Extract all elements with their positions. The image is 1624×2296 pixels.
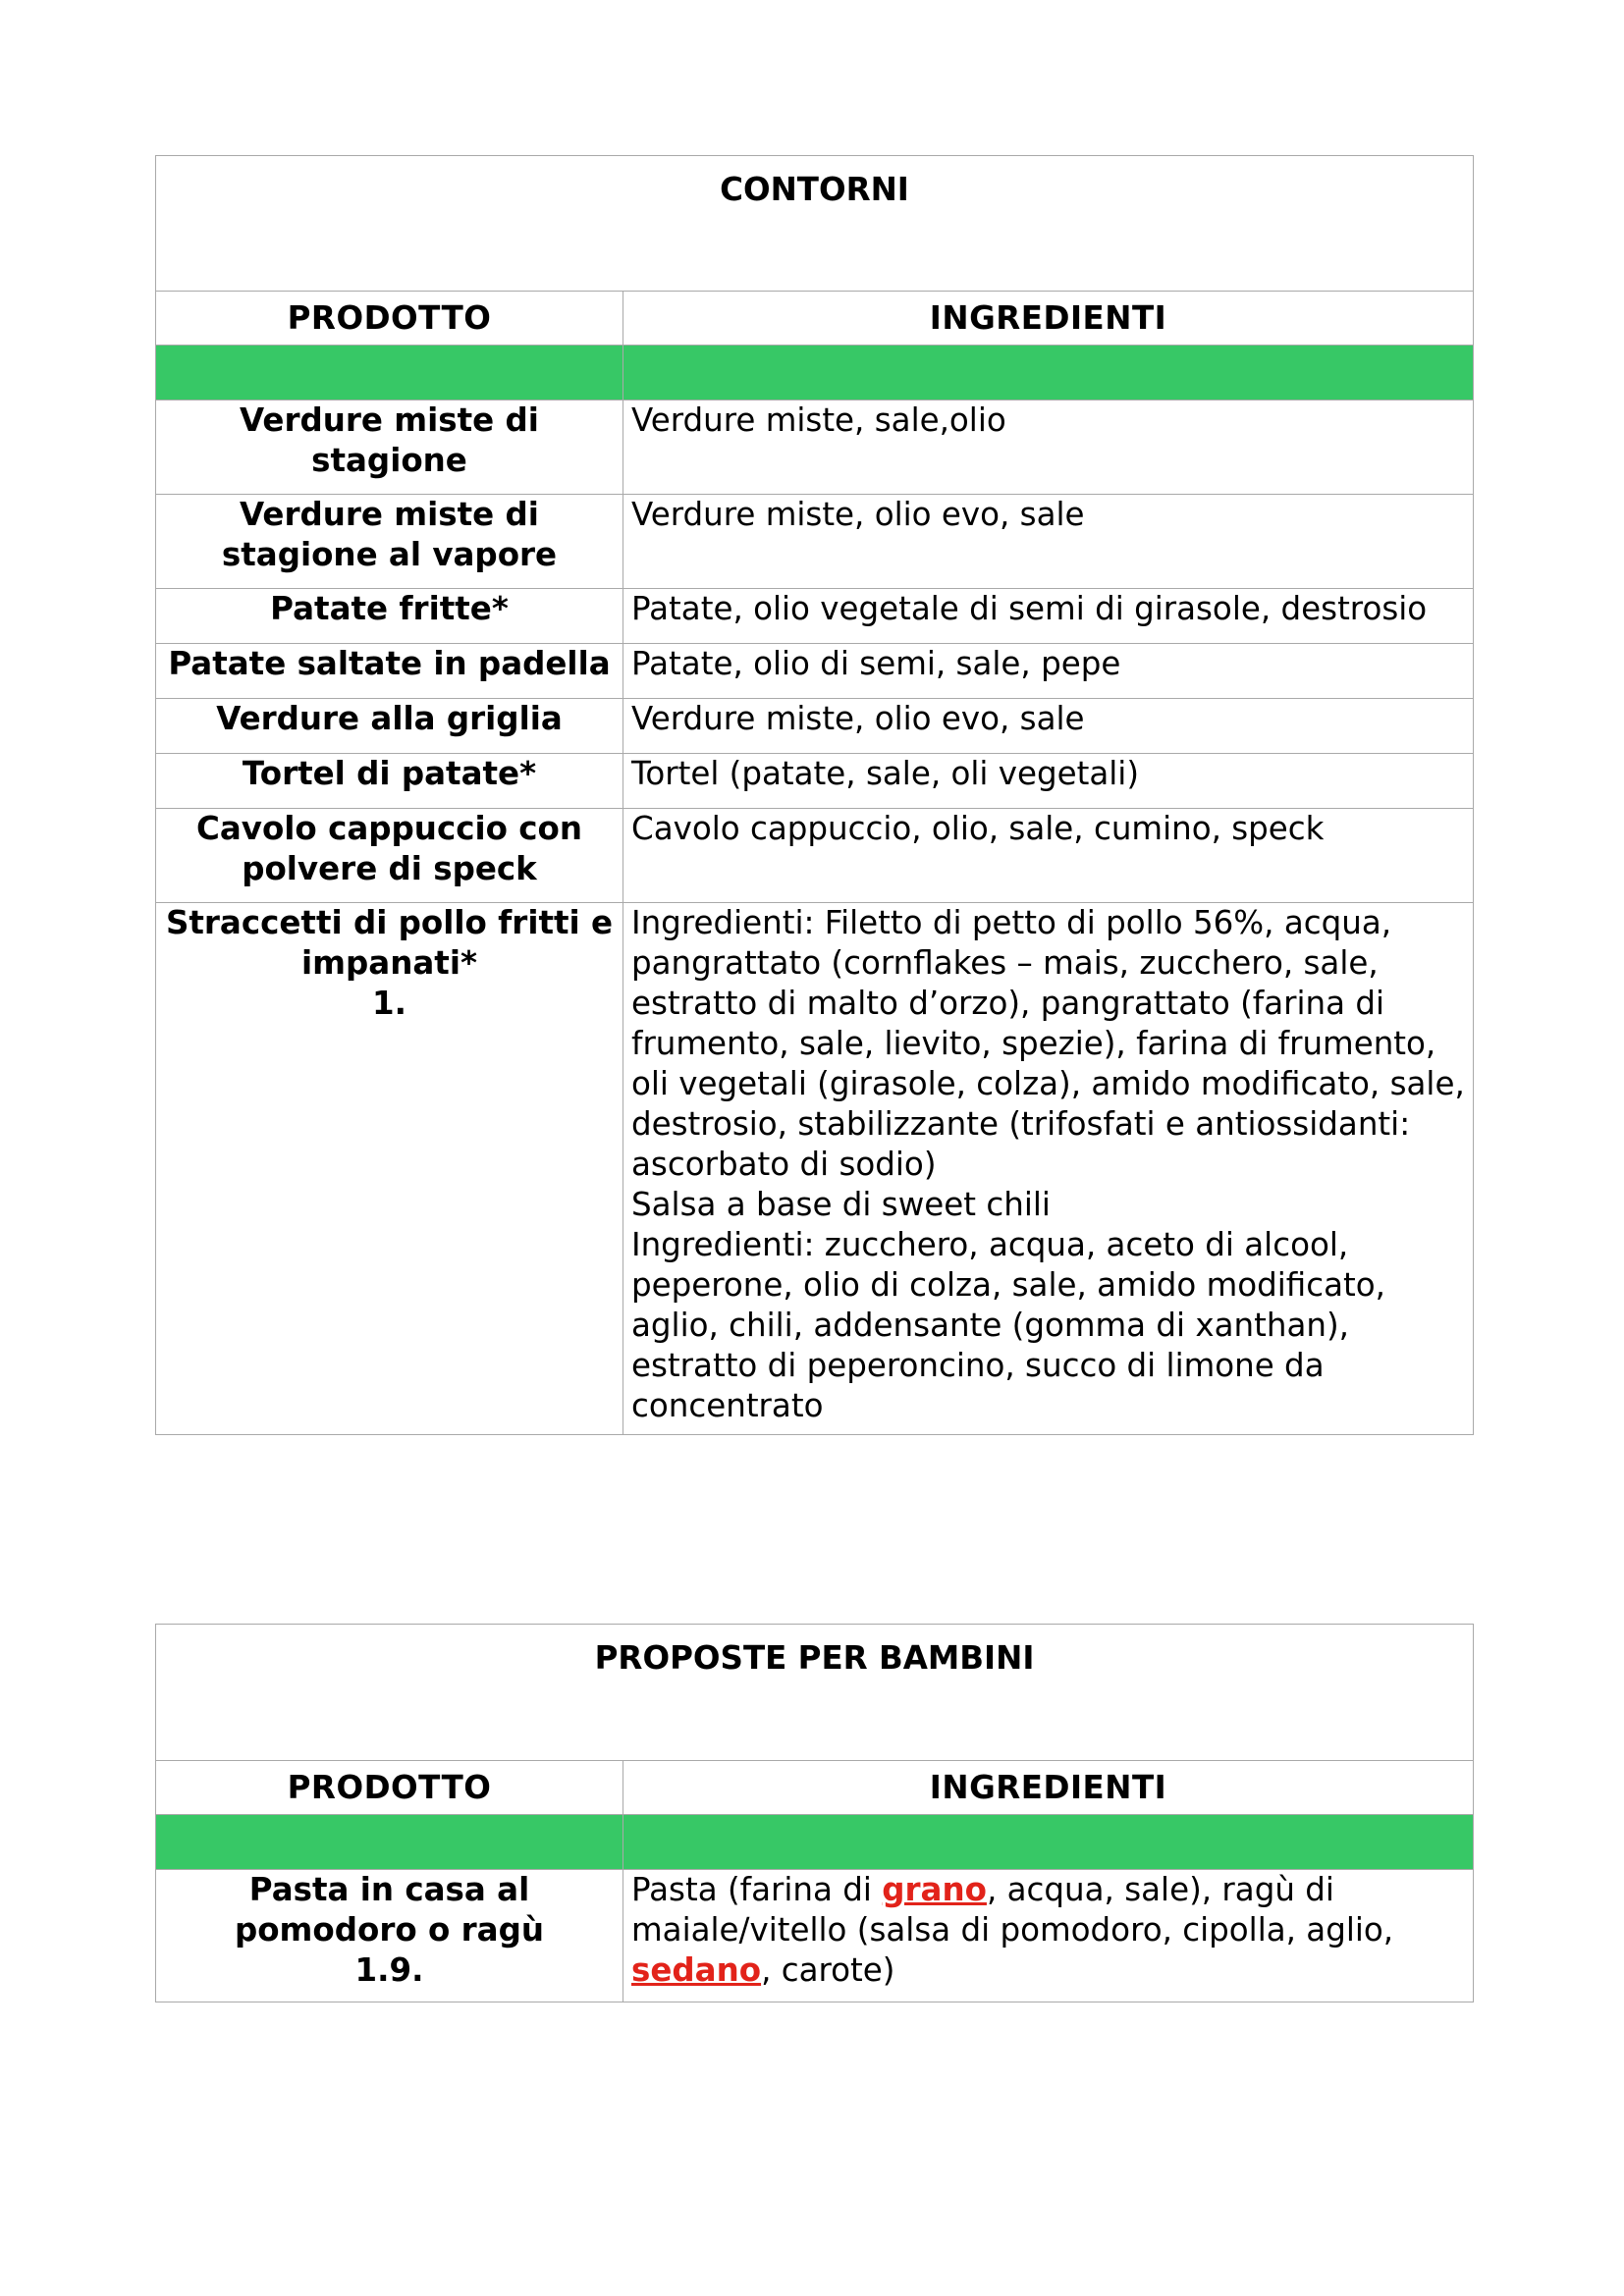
ingredients-text: Pasta (farina di [631, 1871, 883, 1908]
product-ingredients: Patate, olio vegetale di semi di girasole, destrosio [623, 589, 1474, 644]
allergen-codes: 1. [372, 985, 406, 1022]
product-ingredients-straccetti [623, 903, 1474, 1435]
product-name: Pasta in casa al pomodoro o ragù [234, 1871, 545, 1949]
bambini-table [155, 1624, 1474, 2002]
table-row [156, 400, 1474, 495]
product-name: Straccetti di pollo fritti e impanati* [165, 904, 614, 982]
ingredients-text: , acqua, sale), ragù di maiale/vitello (salsa di pomodoro, cipolla, aglio, [631, 1871, 1394, 1949]
ingredients-list: Ingredienti: Filetto di petto di pollo 56%, acqua, pangrattato (cornflakes – mais, zucchero, sale, estratto di malto d’orzo), pangrattato (farina di frumento, sale, lievito, spezie), farina di frumento, oli vegetali (girasole, colza), amido modificato, sale, destrosio, stabilizzante (trifosfati e antiossidanti: ascorbato di sodio) [631, 904, 1465, 1183]
table-row [156, 903, 1474, 1435]
contorni-col-product: PRODOTTO [156, 292, 623, 346]
bambini-title: PROPOSTE PER BAMBINI [156, 1625, 1474, 1761]
product-name: Tortel di patate* [156, 754, 623, 809]
bambini-col-ingredients: INGREDIENTI [623, 1761, 1474, 1815]
product-name-straccetti [156, 903, 623, 1435]
contorni-green-separator [156, 346, 1474, 400]
table-row [156, 644, 1474, 699]
product-name-pasta [156, 1870, 623, 2002]
sauce-name: Salsa a base di sweet chili [631, 1186, 1051, 1223]
product-ingredients: Patate, olio di semi, sale, pepe [623, 644, 1474, 699]
table-row [156, 809, 1474, 903]
bambini-col-product: PRODOTTO [156, 1761, 623, 1815]
allergen-highlight: grano [882, 1871, 987, 1908]
product-ingredients: Verdure miste, olio evo, sale [623, 699, 1474, 754]
table-row [156, 495, 1474, 589]
product-ingredients-pasta [623, 1870, 1474, 2002]
product-name: Verdure miste di stagione [156, 400, 623, 495]
product-name: Cavolo cappuccio con polvere di speck [156, 809, 623, 903]
product-name: Patate saltate in padella [156, 644, 623, 699]
table-row [156, 699, 1474, 754]
bambini-green-separator [156, 1815, 1474, 1870]
allergen-highlight: sedano [631, 1951, 762, 1989]
contorni-table [155, 155, 1474, 1435]
allergen-codes: 1.9. [354, 1951, 424, 1989]
product-name: Verdure alla griglia [156, 699, 623, 754]
table-row [156, 1870, 1474, 2002]
product-ingredients: Cavolo cappuccio, olio, sale, cumino, speck [623, 809, 1474, 903]
product-ingredients: Tortel (patate, sale, oli vegetali) [623, 754, 1474, 809]
product-name: Verdure miste di stagione al vapore [156, 495, 623, 589]
sauce-ingredients: Ingredienti: zucchero, acqua, aceto di alcool, peperone, olio di colza, sale, amido modificato, aglio, chili, addensante (gomma di xanthan), estratto di peperoncino, succo di limone da concentrato [631, 1226, 1386, 1424]
product-ingredients: Verdure miste, sale,olio [623, 400, 1474, 495]
product-name: Patate fritte* [156, 589, 623, 644]
product-ingredients: Verdure miste, olio evo, sale [623, 495, 1474, 589]
ingredients-text: , carote) [761, 1951, 895, 1989]
contorni-col-ingredients: INGREDIENTI [623, 292, 1474, 346]
table-row [156, 589, 1474, 644]
table-row [156, 754, 1474, 809]
contorni-title: CONTORNI [156, 156, 1474, 292]
